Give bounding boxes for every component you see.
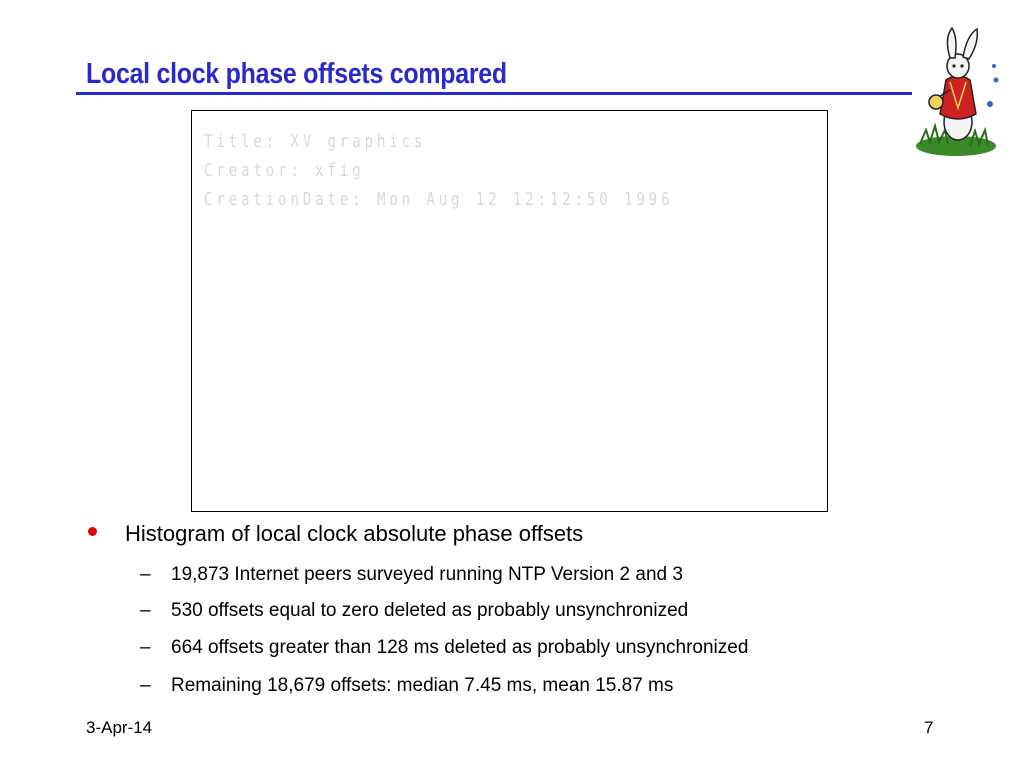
page-number: 7	[924, 718, 934, 737]
footer-date: 3-Apr-14	[86, 718, 153, 737]
ps-title-line: Title: XV graphics	[204, 131, 427, 152]
postscript-header	[204, 127, 806, 214]
sub-bullet-text: Remaining 18,679 offsets: median 7.45 ms, mean 15.87 ms	[171, 675, 674, 696]
ps-creation-date-line: CreationDate: Mon Aug 12 12:12:50 1996	[204, 189, 674, 210]
title-underline	[76, 92, 912, 95]
ps-creator-line: Creator: xfig	[204, 160, 365, 181]
bullet-dot-icon	[88, 527, 97, 536]
main-bullet: Histogram of local clock absolute phase offsets	[125, 521, 584, 546]
sub-bullet-text: 19,873 Internet peers surveyed running NTP Version 2 and 3	[171, 564, 683, 585]
figure-placeholder	[191, 110, 828, 512]
dash-icon: –	[140, 600, 151, 621]
sub-bullet-text: 530 offsets equal to zero deleted as probably unsynchronized	[171, 600, 689, 621]
white-rabbit-icon	[910, 24, 1002, 160]
slide-title: Local clock phase offsets compared	[86, 58, 507, 90]
sub-bullet-text: 664 offsets greater than 128 ms deleted as probably unsynchronized	[171, 637, 749, 658]
dash-icon: –	[140, 675, 151, 696]
dash-icon: –	[140, 637, 151, 658]
dash-icon: –	[140, 564, 151, 585]
